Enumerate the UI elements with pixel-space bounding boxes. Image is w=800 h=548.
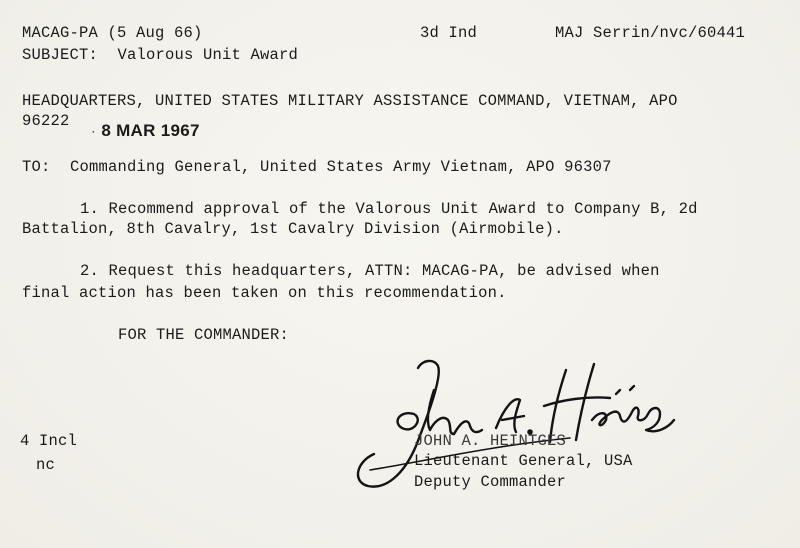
closing-line: FOR THE COMMANDER:: [118, 326, 290, 344]
to-text: Commanding General, United States Army Vietnam, APO 96307: [70, 158, 612, 176]
enclosure-note: nc: [36, 456, 56, 474]
subject-label: SUBJECT:: [22, 46, 99, 64]
date-stamp-text: 8 MAR 1967: [101, 121, 200, 140]
to-label: TO:: [22, 158, 51, 176]
paragraph-1-line-2: Battalion, 8th Cavalry, 1st Cavalry Division (Airmobile).: [22, 220, 564, 238]
paragraph-2-line-1: 2. Request this headquarters, ATTN: MACAG-PA, be advised when: [80, 262, 660, 280]
subject-line: [22, 46, 298, 64]
signer-rank: Lieutenant General, USA: [414, 452, 633, 470]
originator-reference: MAJ Serrin/nvc/60441: [555, 24, 746, 42]
to-line: [22, 158, 612, 176]
paragraph-1-line-1: 1. Recommend approval of the Valorous Unit Award to Company B, 2d: [80, 200, 698, 218]
signer-name: JOHN A. HEINTGES: [414, 432, 567, 450]
from-line-1: HEADQUARTERS, UNITED STATES MILITARY ASSISTANCE COMMAND, VIETNAM, APO: [22, 92, 678, 110]
from-line-2: 96222: [22, 112, 70, 130]
signer-title: Deputy Commander: [414, 473, 567, 491]
subject-text: Valorous Unit Award: [117, 46, 299, 64]
date-stamp: · 8 MAR 1967: [92, 121, 200, 140]
office-symbol: MACAG-PA (5 Aug 66): [22, 24, 203, 42]
paragraph-2-line-2: final action has been taken on this recommendation.: [22, 284, 507, 302]
enclosure-count: 4 Incl: [20, 432, 78, 450]
indorsement-number: 3d Ind: [420, 24, 478, 42]
